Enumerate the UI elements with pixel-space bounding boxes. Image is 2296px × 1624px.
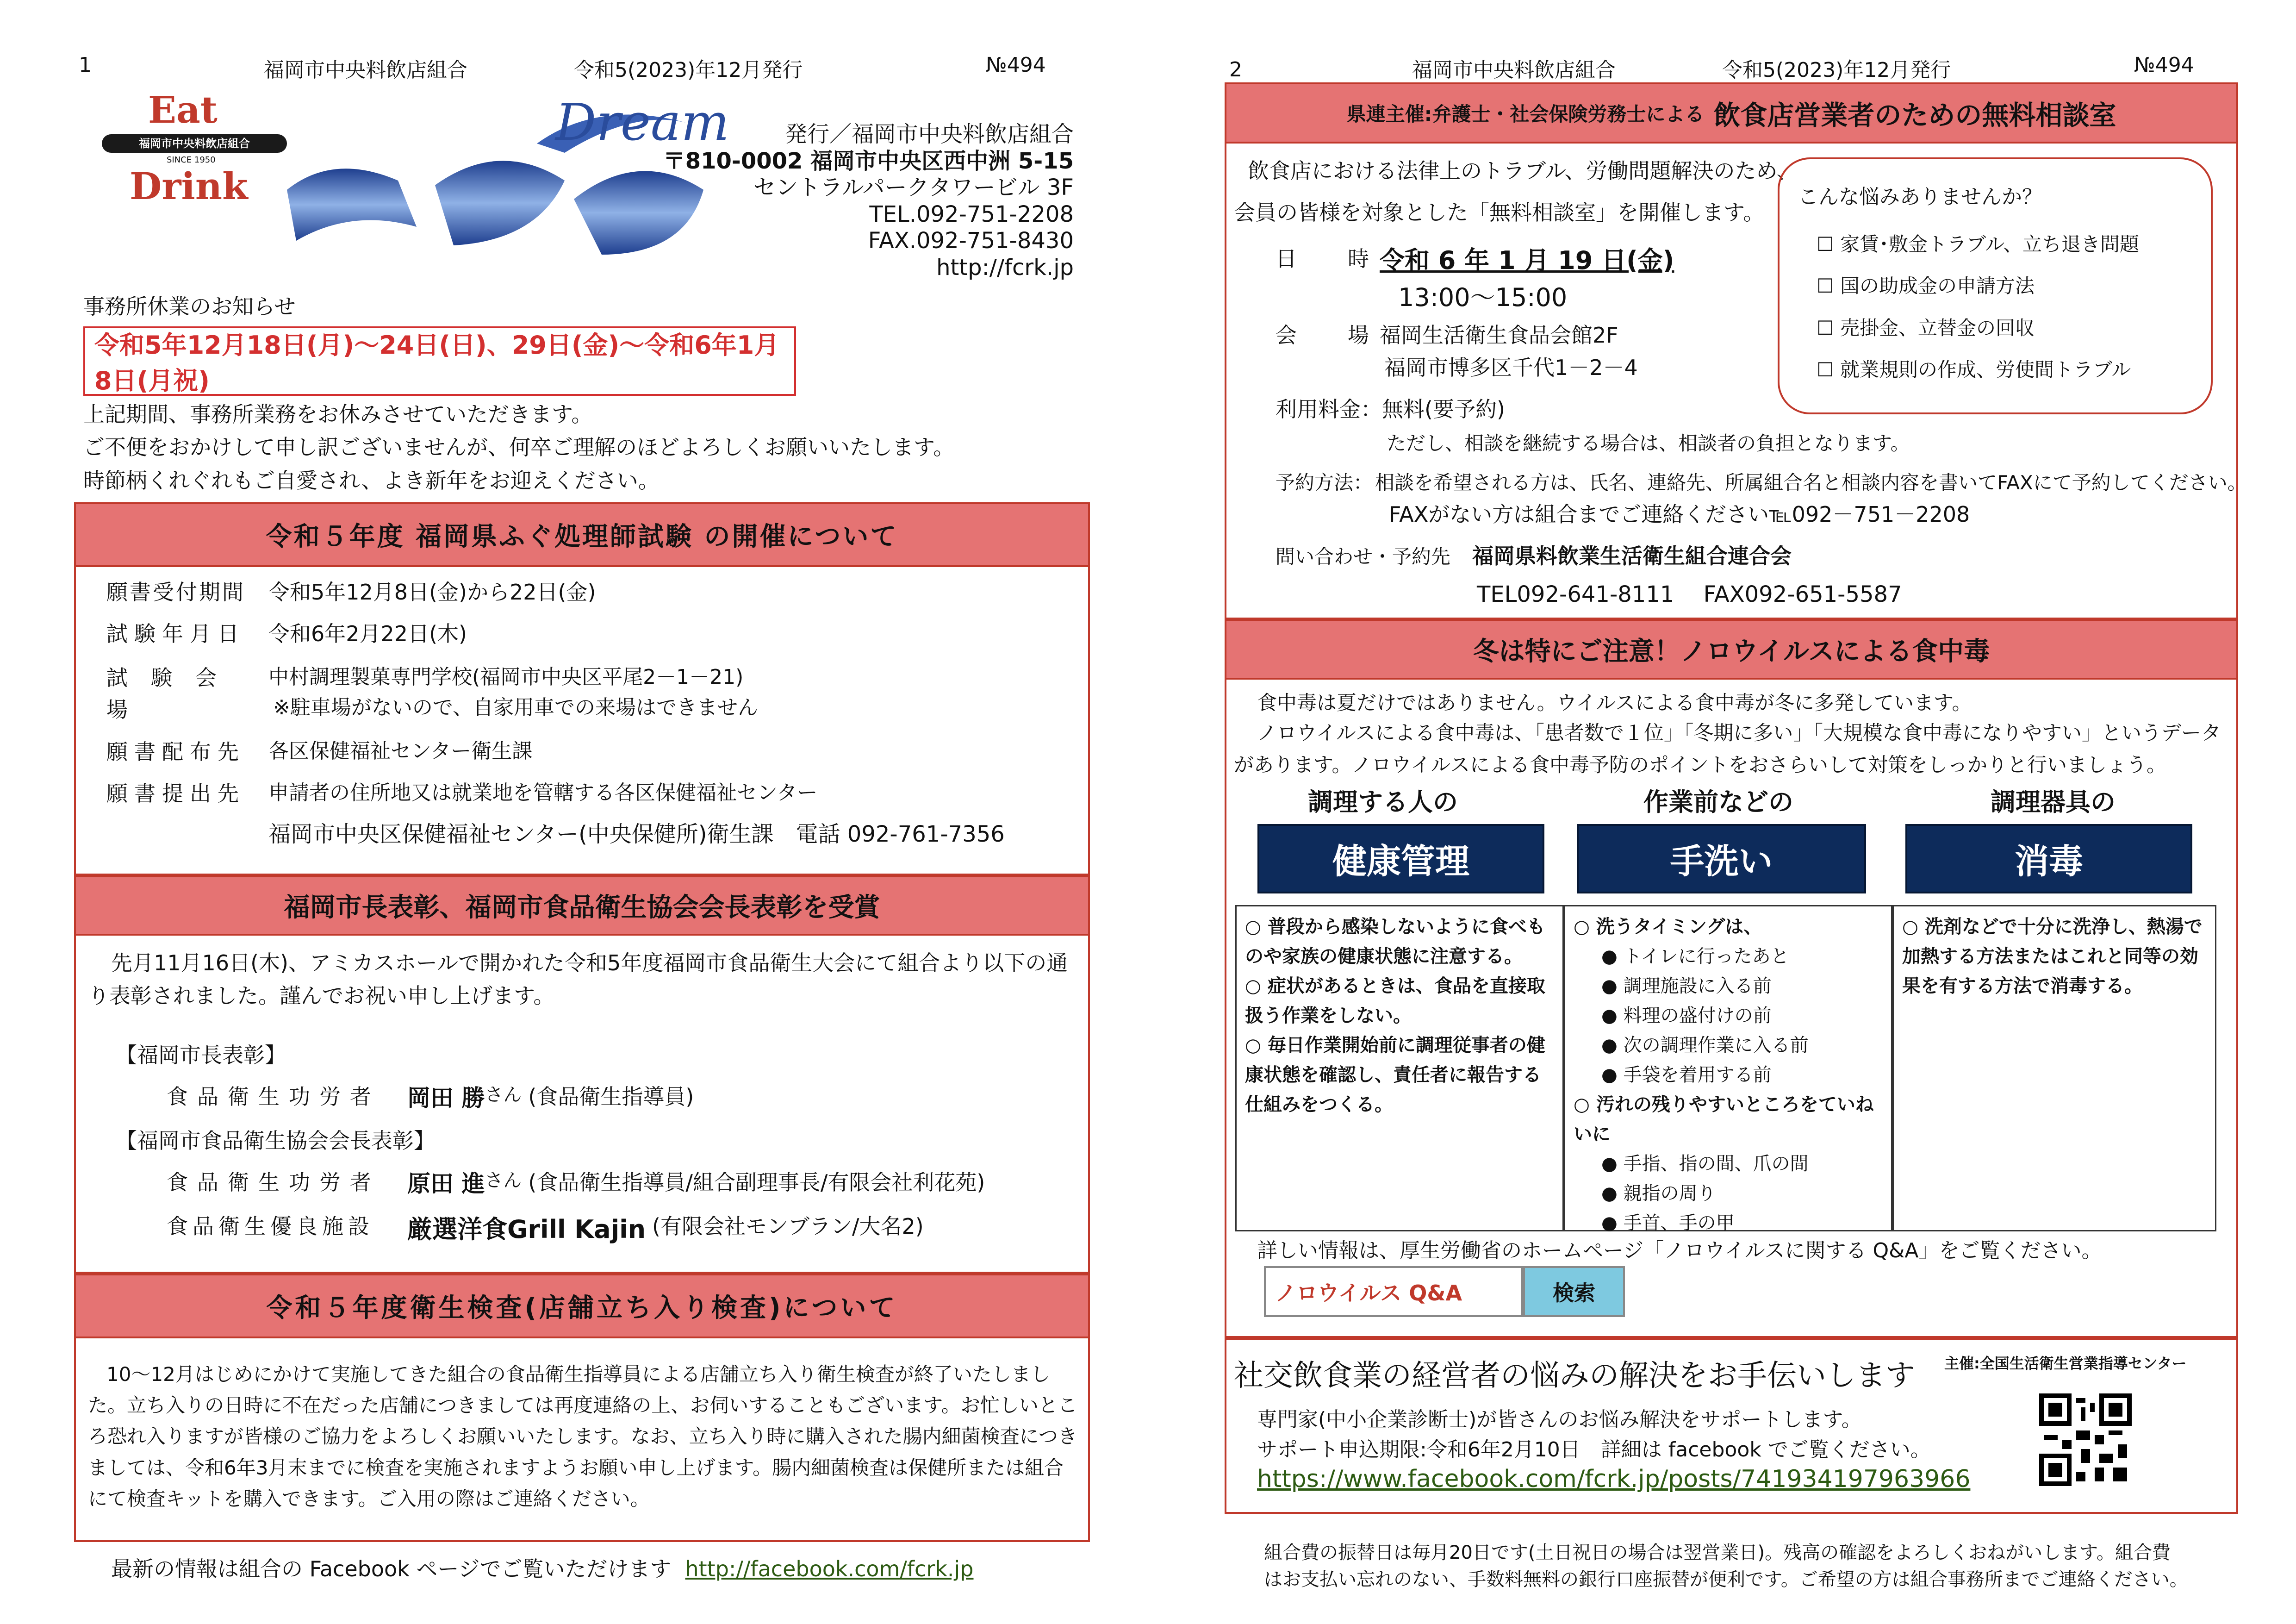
consult-reserve1: 相談を希望される方は、氏名、連絡先、所属組合名と相談内容を書いてFAXにて予約してください。 <box>1375 471 2247 494</box>
logo-drink: Drink <box>130 164 248 208</box>
col-item: ○ 普段から感染しないように食べものや家族の健康状態に注意する。 <box>1245 916 1545 967</box>
header-date: 令和5(2023)年12月発行 <box>1722 58 1951 82</box>
publisher-line: http://fcrk.jp <box>936 254 1074 281</box>
consult-heading-big: 飲食店営業者のための無料相談室 <box>1713 100 2116 131</box>
worry-item: ☐ 国の助成金の申請方法 <box>1817 275 2035 298</box>
col-item: ○ 症状があるときは、食品を直接取扱う作業をしない。 <box>1245 975 1545 1026</box>
consult-intro2: 会員の皆様を対象とした「無料相談室」を開催します。 <box>1234 200 1765 225</box>
award-row-name: 原田 進 <box>407 1170 485 1197</box>
consult-reserve2: FAXがない方は組合までご連絡ください℡092－751－2208 <box>1389 502 1970 527</box>
closure-line: ご不便をおかけして申し訳ございませんが、何卒ご理解のほどよろしくお願いいたします。 <box>83 435 955 460</box>
fugu-row-value: 中村調理製菓専門学校(福岡市中央区平尾2－1－21) <box>268 665 744 689</box>
fugu-row-label: 願書受付期間 <box>106 580 245 605</box>
checkbox-icon: ☐ <box>1817 275 1841 298</box>
closure-text <box>83 398 954 497</box>
masthead-script: Dream <box>555 93 729 152</box>
col-health <box>1235 905 1564 1231</box>
publisher-line: 〒810-0002 福岡市中央区西中洲 5-15 <box>663 148 1074 174</box>
award-row-detail: (有限会社モンブラン/大名2) <box>652 1214 924 1239</box>
eat-drink-logo <box>102 88 287 213</box>
consult-fee-label: 利用料金： <box>1276 397 1382 422</box>
fugu-row-note: 福岡市中央区保健福祉センター(中央保健所)衛生課 電話 092-761-7356 <box>268 821 1005 847</box>
closure-line: 上記期間、事務所業務をお休みさせていただきます。 <box>83 402 593 427</box>
worry-item: ☐ 売掛金、立替金の回収 <box>1817 316 2035 339</box>
award-row-label: 食品衛生優良施設 <box>167 1214 374 1239</box>
fugu-row-label: 願書配布先 <box>106 739 245 764</box>
page-number: 1 <box>79 53 92 77</box>
consult-intro1: 飲食店における法律上のトラブル、労働問題解決のため、 <box>1248 158 1798 183</box>
col-sub: 調理する人の <box>1308 787 1458 817</box>
page1-footer <box>111 1553 974 1585</box>
worries-box <box>1778 157 2213 414</box>
consult-fee-value: 無料(要予約) <box>1382 397 1505 422</box>
col-item: ○ 毎日作業開始前に調理従事者の健康状態を確認し、責任者に報告する仕組みをつくる。 <box>1245 1035 1545 1115</box>
worry-item: ☐ 就業規則の作成、労使間トラブル <box>1817 358 2131 381</box>
search-input[interactable]: ノロウイルス Q&A <box>1264 1266 1523 1317</box>
fugu-heading: 令和５年度 福岡県ふぐ処理師試験 の開催について <box>74 502 1090 567</box>
noro-intro1: 食中毒は夏だけではありません。ウイルスによる食中毒が冬に多発しています。 <box>1257 692 1972 715</box>
col-title-handwash: 手洗い <box>1577 824 1866 893</box>
consult-heading <box>1225 82 2238 144</box>
publisher-line: TEL.092-751-2208 <box>869 201 1074 227</box>
col-title-disinfect: 消毒 <box>1905 824 2192 893</box>
worries-list <box>1798 224 2192 391</box>
col-bullet: ● 次の調理作業に入る前 <box>1601 1035 1809 1056</box>
consult-fee-note: ただし、相談を継続する場合は、相談者の負担となります。 <box>1387 432 1910 455</box>
fugu-row <box>106 778 1078 851</box>
closure-title: 事務所休業のお知らせ <box>83 294 296 319</box>
col-bullet: ● 手首、手の甲 <box>1601 1212 1735 1234</box>
consult-heading-small: 県連主催:弁護士・社会保険労務士による <box>1346 103 1705 125</box>
fugu-row-value: 申請者の住所地又は就業地を管轄する各区保健福祉センター <box>268 781 818 805</box>
col-bullet: ● 手袋を着用する前 <box>1601 1064 1772 1086</box>
consult-venue2: 福岡市博多区千代1－2－4 <box>1384 355 1638 380</box>
fugu-row-label: 試験会場 <box>106 665 240 722</box>
col-item: ○ 洗うタイミングは、 <box>1574 916 1762 937</box>
search-button[interactable]: 検索 <box>1523 1266 1625 1317</box>
consult-contact-label: 問い合わせ・予約先 <box>1276 545 1451 568</box>
consult-contact-org: 福岡県料飲業生活衛生組合連合会 <box>1472 543 1792 568</box>
consult-reserve-label: 予約方法： <box>1276 471 1373 494</box>
worry-item: ☐ 家賃･敷金トラブル、立ち退き問題 <box>1817 233 2139 256</box>
col-disinfect <box>1892 905 2216 1231</box>
award-row-name: 岡田 勝 <box>407 1085 485 1112</box>
footer-line: はお支払い忘れのない、手数料無料の銀行口座振替が便利です。ご希望の方は組合事務所までご連絡ください。 <box>1264 1569 2188 1590</box>
page-number: 2 <box>1229 58 1242 81</box>
col-bullet: ● 親指の周り <box>1601 1183 1716 1204</box>
publisher-block <box>663 121 1074 281</box>
facebook-link[interactable]: http://facebook.com/fcrk.jp <box>685 1556 974 1581</box>
footer-line: 組合費の振替日は毎月20日です(土日祝日の場合は翌営業日)。残高の確認をよろしくおねがいします。組合費 <box>1264 1542 2171 1563</box>
header-org: 福岡市中央料飲店組合 <box>1412 58 1616 82</box>
checkbox-icon: ☐ <box>1817 358 1841 381</box>
fugu-row <box>106 662 1078 736</box>
col-bullet: ● 料理の盛付けの前 <box>1601 1005 1772 1026</box>
award-row-detail: (食品衛生指導員) <box>528 1084 694 1109</box>
col-sub: 作業前などの <box>1643 787 1793 817</box>
publisher-line: 発行／福岡市中央料飲店組合 <box>784 121 1074 147</box>
consult-date-value: 令和 6 年 1 月 19 日(金) <box>1380 246 1674 275</box>
col-sub: 調理器具の <box>1991 787 2116 817</box>
col-bullet: ● 調理施設に入る前 <box>1601 975 1772 997</box>
consult-venue1: 福岡生活衛生食品会館2F <box>1380 323 1618 348</box>
consult-contact-tel: TEL092-641-8111 FAX092-651-5587 <box>1477 581 1902 607</box>
fugu-row <box>106 618 1078 662</box>
header-issue: №494 <box>986 53 1046 77</box>
footer-text: 最新の情報は組合の Facebook ページでご覧いただけます <box>111 1556 672 1581</box>
fugu-row-label: 試験年月日 <box>106 621 245 646</box>
qr-code-icon[interactable] <box>2039 1393 2132 1486</box>
header-issue: №494 <box>2134 53 2194 77</box>
award-row <box>167 1211 924 1248</box>
fugu-row-value: 令和5年12月8日(金)から22日(金) <box>268 580 596 605</box>
support-title: 社交飲食業の経営者の悩みの解決をお手伝いします <box>1234 1359 1915 1393</box>
noro-more: 詳しい情報は、厚生労働省のホームページ「ノロウイルスに関する Q&A」をご覧ください。 <box>1257 1239 2102 1262</box>
fugu-row <box>106 736 1078 778</box>
award-heading: 福岡市長表彰、福岡市食品衛生協会会長表彰を受賞 <box>74 875 1090 936</box>
logo-since: SINCE 1950 <box>167 155 216 165</box>
page-2 <box>1148 0 2296 1624</box>
noro-heading: 冬は特にご注意！ノロウイルスによる食中毒 <box>1225 619 2238 680</box>
col-title-health: 健康管理 <box>1257 824 1544 893</box>
award-row-suffix: さん <box>485 1084 522 1106</box>
col-handwash <box>1564 905 1892 1234</box>
consult-time: 13:00～15:00 <box>1398 283 1568 312</box>
publisher-line: セントラルパークタワービル 3F <box>753 175 1074 201</box>
support-line2: サポート申込期限:令和6年2月10日 詳細は facebook でご覧ください。 <box>1257 1438 1931 1462</box>
award-row-label: 食品衛生功労者 <box>167 1084 380 1109</box>
col-bullet: ● トイレに行ったあと <box>1601 946 1789 967</box>
col-item: ○ 洗剤などで十分に洗浄し、熱湯で加熱する方法またはこれと同等の効果を有する方法で消毒する。 <box>1902 916 2203 997</box>
support-line1: 専門家(中小企業診断士)が皆さんのお悩み解決をサポートします。 <box>1257 1408 1862 1431</box>
closure-dates: 令和5年12月18日(月)～24日(日)、29日(金)～令和6年1月8日(月祝) <box>83 326 796 396</box>
worries-title: こんな悩みありませんか？ <box>1798 185 2042 209</box>
support-sponsor: 主催:全国生活衛生営業指導センター <box>1944 1355 2187 1372</box>
award-row-suffix: さん <box>485 1170 522 1191</box>
consult-date-label: 日 時 <box>1276 246 1372 271</box>
header-org: 福岡市中央料飲店組合 <box>264 58 467 82</box>
fugu-row <box>106 576 1078 618</box>
award-row-label: 食品衛生功労者 <box>167 1170 380 1195</box>
award-sec1: 【福岡市長表彰】 <box>116 1043 286 1068</box>
inspection-heading: 令和５年度衛生検査(店舗立ち入り検査)について <box>74 1274 1090 1338</box>
publisher-line: FAX.092-751-8430 <box>868 228 1074 254</box>
award-row-name: 厳選洋食Grill Kajin <box>407 1215 646 1244</box>
fugu-row-label: 願書提出先 <box>106 781 245 806</box>
award-row <box>167 1167 985 1201</box>
page2-footer <box>1264 1539 2188 1593</box>
consult-venue-label: 会 場 <box>1276 323 1372 348</box>
inspection-body: 10～12月はじめにかけて実施してきた組合の食品衛生指導員による店舗立ち入り衛生検査が終了いたしました。立ち入りの日時に不在だった店舗につきましては再度連絡の上、お伺いすることもございます。お忙しいところ恐れ入りますが皆様のご協力をよろしくお願いいたします。なお、立ち入り時に購入された腸内細菌検査につきましては、令和6年3月末までに検査を実施されますようお願い申し上げます。腸内細菌検査は保健所または組合にて検査キットを購入できます。ご入用の際はご連絡ください。 <box>88 1363 1077 1510</box>
award-sec2: 【福岡市食品衛生協会会長表彰】 <box>116 1128 435 1153</box>
logo-org: 福岡市中央料飲店組合 <box>102 134 287 153</box>
award-row-detail: (食品衛生指導員/組合副理事長/有限会社利花苑) <box>528 1170 985 1195</box>
col-bullet: ● 手指、指の間、爪の間 <box>1601 1153 1809 1174</box>
fugu-rows <box>106 576 1078 851</box>
award-intro: 先月11月16日(木)、アミカスホールで開かれた令和5年度福岡市食品衛生大会にて組合より以下の通り表彰されました。謹んでお祝い申し上げます。 <box>88 950 1068 1009</box>
fugu-row-value: 令和6年2月22日(木) <box>268 621 467 646</box>
checkbox-icon: ☐ <box>1817 316 1841 339</box>
logo-eat: Eat <box>148 88 218 131</box>
award-row <box>167 1081 694 1116</box>
checkbox-icon: ☐ <box>1817 233 1841 256</box>
noro-intro2: ノロウイルスによる食中毒は、「患者数で１位」「冬期に多い」「大規模な食中毒になりやすい」というデータがあります。ノロウイルスによる食中毒予防のポイントをおさらいして対策をしっかりと行いましょう。 <box>1234 722 2221 777</box>
fugu-row-value: 各区保健福祉センター衛生課 <box>268 739 533 763</box>
closure-line: 時節柄くれぐれもご自愛され、よき新年をお迎えください。 <box>83 468 660 493</box>
header-date: 令和5(2023)年12月発行 <box>574 58 803 82</box>
support-link[interactable]: https://www.facebook.com/fcrk.jp/posts/741934197963966 <box>1257 1465 1971 1493</box>
col-item: ○ 汚れの残りやすいところをていねいに <box>1574 1094 1874 1145</box>
fugu-row-note: ※駐車場がないので、自家用車での来場はできません <box>273 696 758 719</box>
